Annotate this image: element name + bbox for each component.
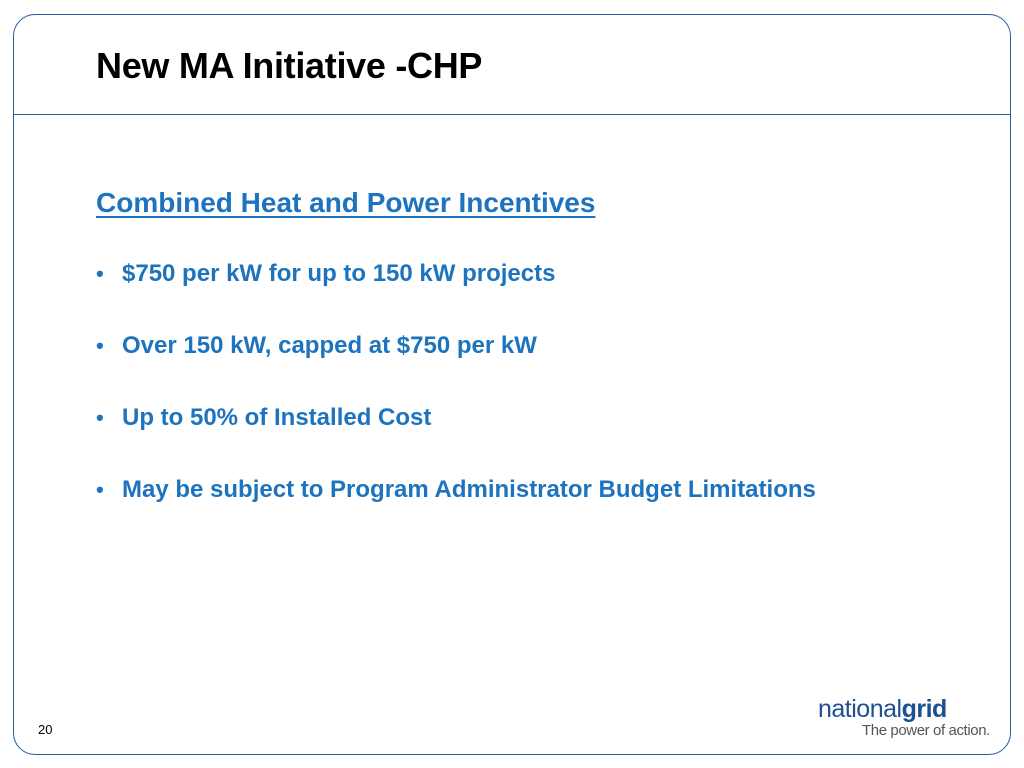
bullet-item — [96, 472, 836, 508]
bullet-icon: • — [96, 261, 104, 286]
logo-word-bold: grid — [901, 695, 947, 723]
title-divider — [14, 114, 1010, 115]
bullet-icon: • — [96, 405, 104, 430]
bullet-text: May be subject to Program Administrator Budget Limitations — [122, 476, 816, 503]
bullet-text: $750 per kW for up to 150 kW projects — [122, 260, 556, 287]
bullet-icon: • — [96, 477, 104, 502]
bullet-item — [96, 256, 836, 292]
bullet-text: Over 150 kW, capped at $750 per kW — [122, 332, 537, 359]
bullet-item — [96, 400, 836, 436]
bullet-list — [96, 256, 836, 544]
bullet-text: Up to 50% of Installed Cost — [122, 404, 432, 431]
national-grid-logo — [818, 694, 998, 744]
page-number: 20 — [38, 722, 53, 737]
bullet-icon: • — [96, 333, 104, 358]
logo-wordmark — [818, 694, 947, 724]
section-heading: Combined Heat and Power Incentives — [96, 187, 596, 218]
slide-title: New MA Initiative -CHP — [96, 45, 483, 86]
logo-tagline: The power of action. — [862, 722, 990, 739]
bullet-item — [96, 328, 836, 364]
logo-word-regular: national — [818, 695, 902, 723]
